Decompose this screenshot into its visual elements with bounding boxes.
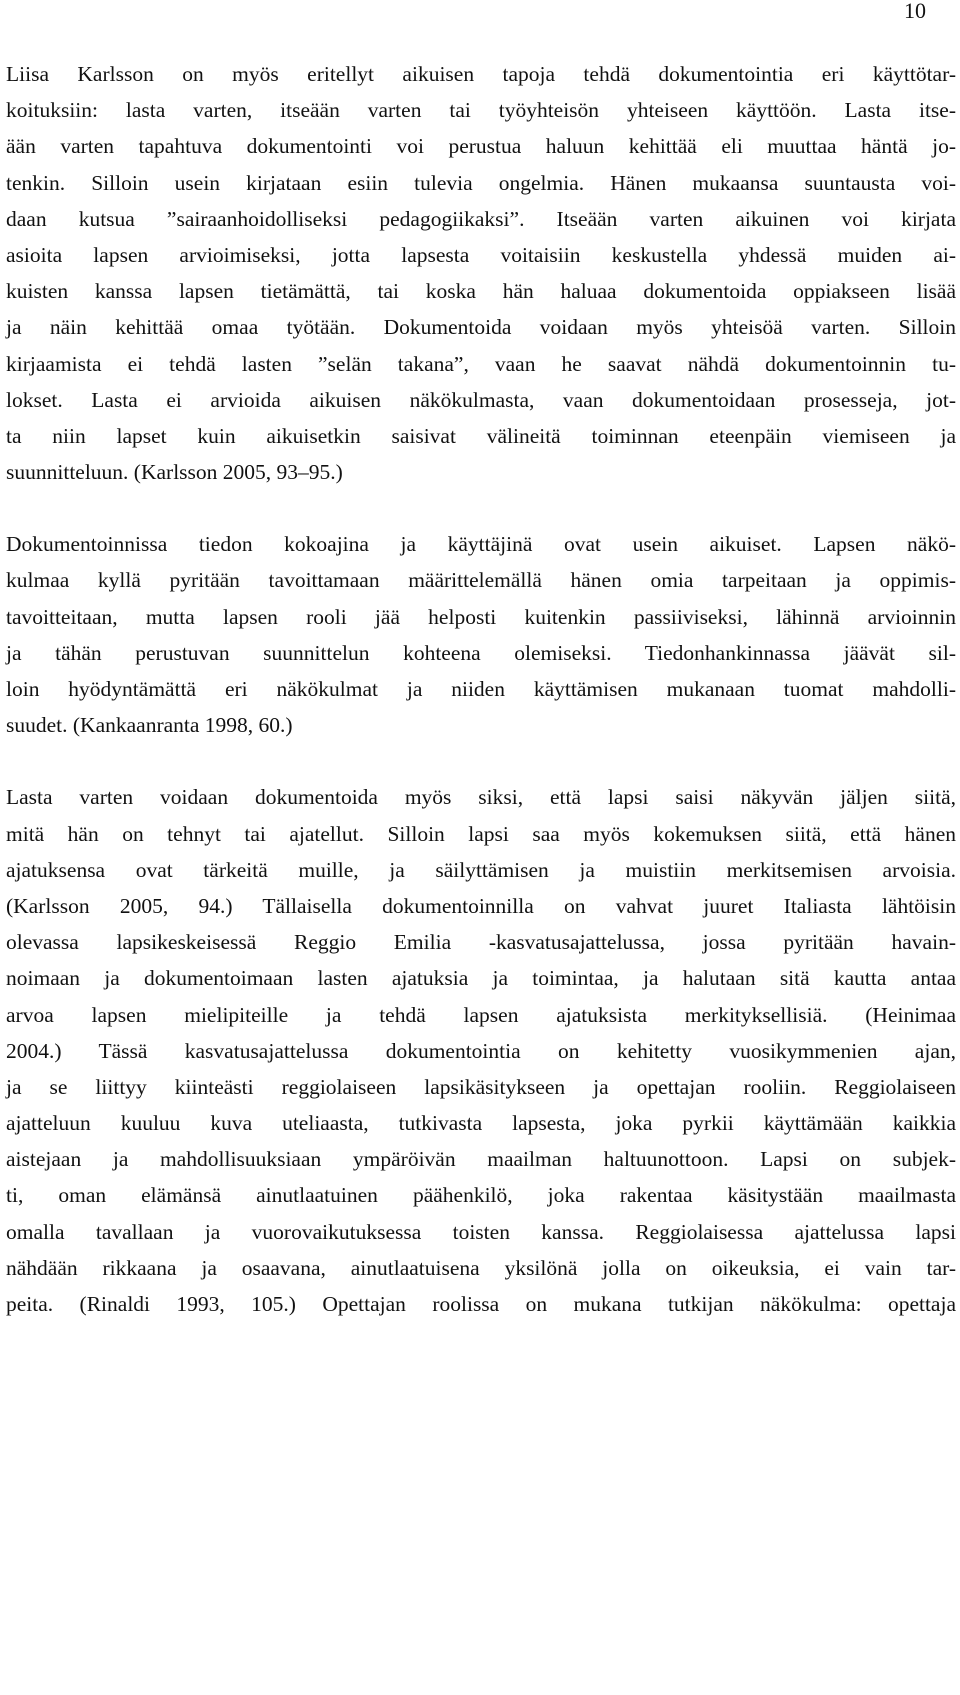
text-line: tenkin. Silloin usein kirjataan esiin tulevia ongelmia. Hänen mukaansa suuntausta voi- bbox=[6, 170, 956, 195]
paragraph-1 bbox=[6, 56, 956, 490]
text-line: (Karlsson 2005, 94.) Tällaisella dokumentoinnilla on vahvat juuret Italiasta lähtöisin bbox=[6, 893, 956, 918]
text-line: Dokumentoinnissa tiedon kokoajina ja käyttäjinä ovat usein aikuiset. Lapsen näkö- bbox=[6, 532, 956, 557]
text-line: ja tähän perustuvan suunnittelun kohteena olemiseksi. Tiedonhankinnassa jäävät sil- bbox=[6, 640, 956, 665]
text-line: ajatteluun kuuluu kuva uteliaasta, tutkivasta lapsesta, joka pyrkii käyttämään kaikkia bbox=[6, 1111, 956, 1136]
text-line: asioita lapsen arvioimiseksi, jotta lapsesta voitaisiin keskustella yhdessä muiden ai- bbox=[6, 242, 956, 267]
text-line: Liisa Karlsson on myös eritellyt aikuisen tapoja tehdä dokumentointia eri käyttötar- bbox=[6, 62, 956, 86]
paragraph-2 bbox=[6, 526, 956, 743]
text-line: kuisten kanssa lapsen tietämättä, tai koska hän haluaa dokumentoida oppiakseen lisää bbox=[6, 279, 956, 304]
text-line: loin hyödyntämättä eri näkökulmat ja niiden käyttämisen mukanaan tuomat mahdolli- bbox=[6, 677, 956, 701]
page-number: 10 bbox=[904, 0, 926, 23]
text-line: ta niin lapset kuin aikuisetkin saisivat välineitä toiminnan eteenpäin viemiseen ja bbox=[6, 423, 956, 448]
text-line: kulmaa kyllä pyritään tavoittamaan määrittelemällä hänen omia tarpeitaan ja oppimis- bbox=[6, 568, 956, 593]
text-line: noimaan ja dokumentoimaan lasten ajatuksia ja toimintaa, ja halutaan sitä kautta antaa bbox=[6, 966, 956, 991]
text-line: tavoitteitaan, mutta lapsen rooli jää helposti kuitenkin passiiviseksi, lähinnä arvioinnin bbox=[6, 604, 956, 629]
text-line: 2004.) Tässä kasvatusajattelussa dokumentointia on kehitetty vuosikymmenien ajan, bbox=[6, 1038, 956, 1063]
text-line: olevassa lapsikeskeisessä Reggio Emilia -kasvatusajattelussa, jossa pyritään havain- bbox=[6, 930, 956, 955]
paragraph-spacer bbox=[6, 490, 956, 526]
paragraph-spacer bbox=[6, 743, 956, 779]
text-line: nähdään rikkaana ja osaavana, ainutlaatuisena yksilönä jolla on oikeuksia, ei vain tar- bbox=[6, 1255, 956, 1280]
text-line: ja se liittyy kiinteästi reggiolaiseen lapsikäsitykseen ja opettajan rooliin. Reggiolaiseen bbox=[6, 1074, 956, 1099]
text-line: aistejaan ja mahdollisuuksiaan ympäröivän maailman haltuunottoon. Lapsi on subjek- bbox=[6, 1147, 956, 1172]
text-line: mitä hän on tehnyt tai ajatellut. Silloin lapsi saa myös kokemuksen siitä, että hänen bbox=[6, 821, 956, 846]
document-body bbox=[6, 56, 956, 1322]
text-line: peita. (Rinaldi 1993, 105.) Opettajan roolissa on mukana tutkijan näkökulma: opettaja bbox=[6, 1292, 956, 1316]
text-line: kirjaamista ei tehdä lasten ”selän takana”, vaan he saavat nähdä dokumentoinnin tu- bbox=[6, 351, 956, 376]
text-line: Lasta varten voidaan dokumentoida myös siksi, että lapsi saisi näkyvän jäljen siitä, bbox=[6, 785, 956, 810]
text-line: ja näin kehittää omaa työtään. Dokumentoida voidaan myös yhteisöä varten. Silloin bbox=[6, 315, 956, 340]
text-line: koituksiin: lasta varten, itseään varten tai työyhteisön yhteiseen käyttöön. Lasta itse- bbox=[6, 98, 956, 123]
text-line: omalla tavallaan ja vuorovaikutuksessa toisten kanssa. Reggiolaisessa ajattelussa lapsi bbox=[6, 1219, 956, 1244]
text-line: suudet. (Kankaanranta 1998, 60.) bbox=[6, 713, 293, 738]
text-line: arvoa lapsen mielipiteille ja tehdä lapsen ajatuksista merkityksellisiä. (Heinimaa bbox=[6, 1002, 956, 1027]
text-line: ään varten tapahtuva dokumentointi voi perustua haluun kehittää eli muuttaa häntä jo- bbox=[6, 134, 956, 159]
text-line: suunnitteluun. (Karlsson 2005, 93–95.) bbox=[6, 460, 343, 485]
text-line: daan kutsua ”sairaanhoidolliseksi pedagogiikaksi”. Itseään varten aikuinen voi kirjata bbox=[6, 206, 956, 231]
paragraph-3 bbox=[6, 779, 956, 1322]
text-line: ti, oman elämänsä ainutlaatuinen päähenkilö, joka rakentaa käsitystään maailmasta bbox=[6, 1183, 956, 1208]
text-line: lokset. Lasta ei arvioida aikuisen näkökulmasta, vaan dokumentoidaan prosesseja, jot- bbox=[6, 387, 956, 412]
text-line: ajatuksensa ovat tärkeitä muille, ja säilyttämisen ja muistiin merkitsemisen arvoisia. bbox=[6, 857, 956, 882]
